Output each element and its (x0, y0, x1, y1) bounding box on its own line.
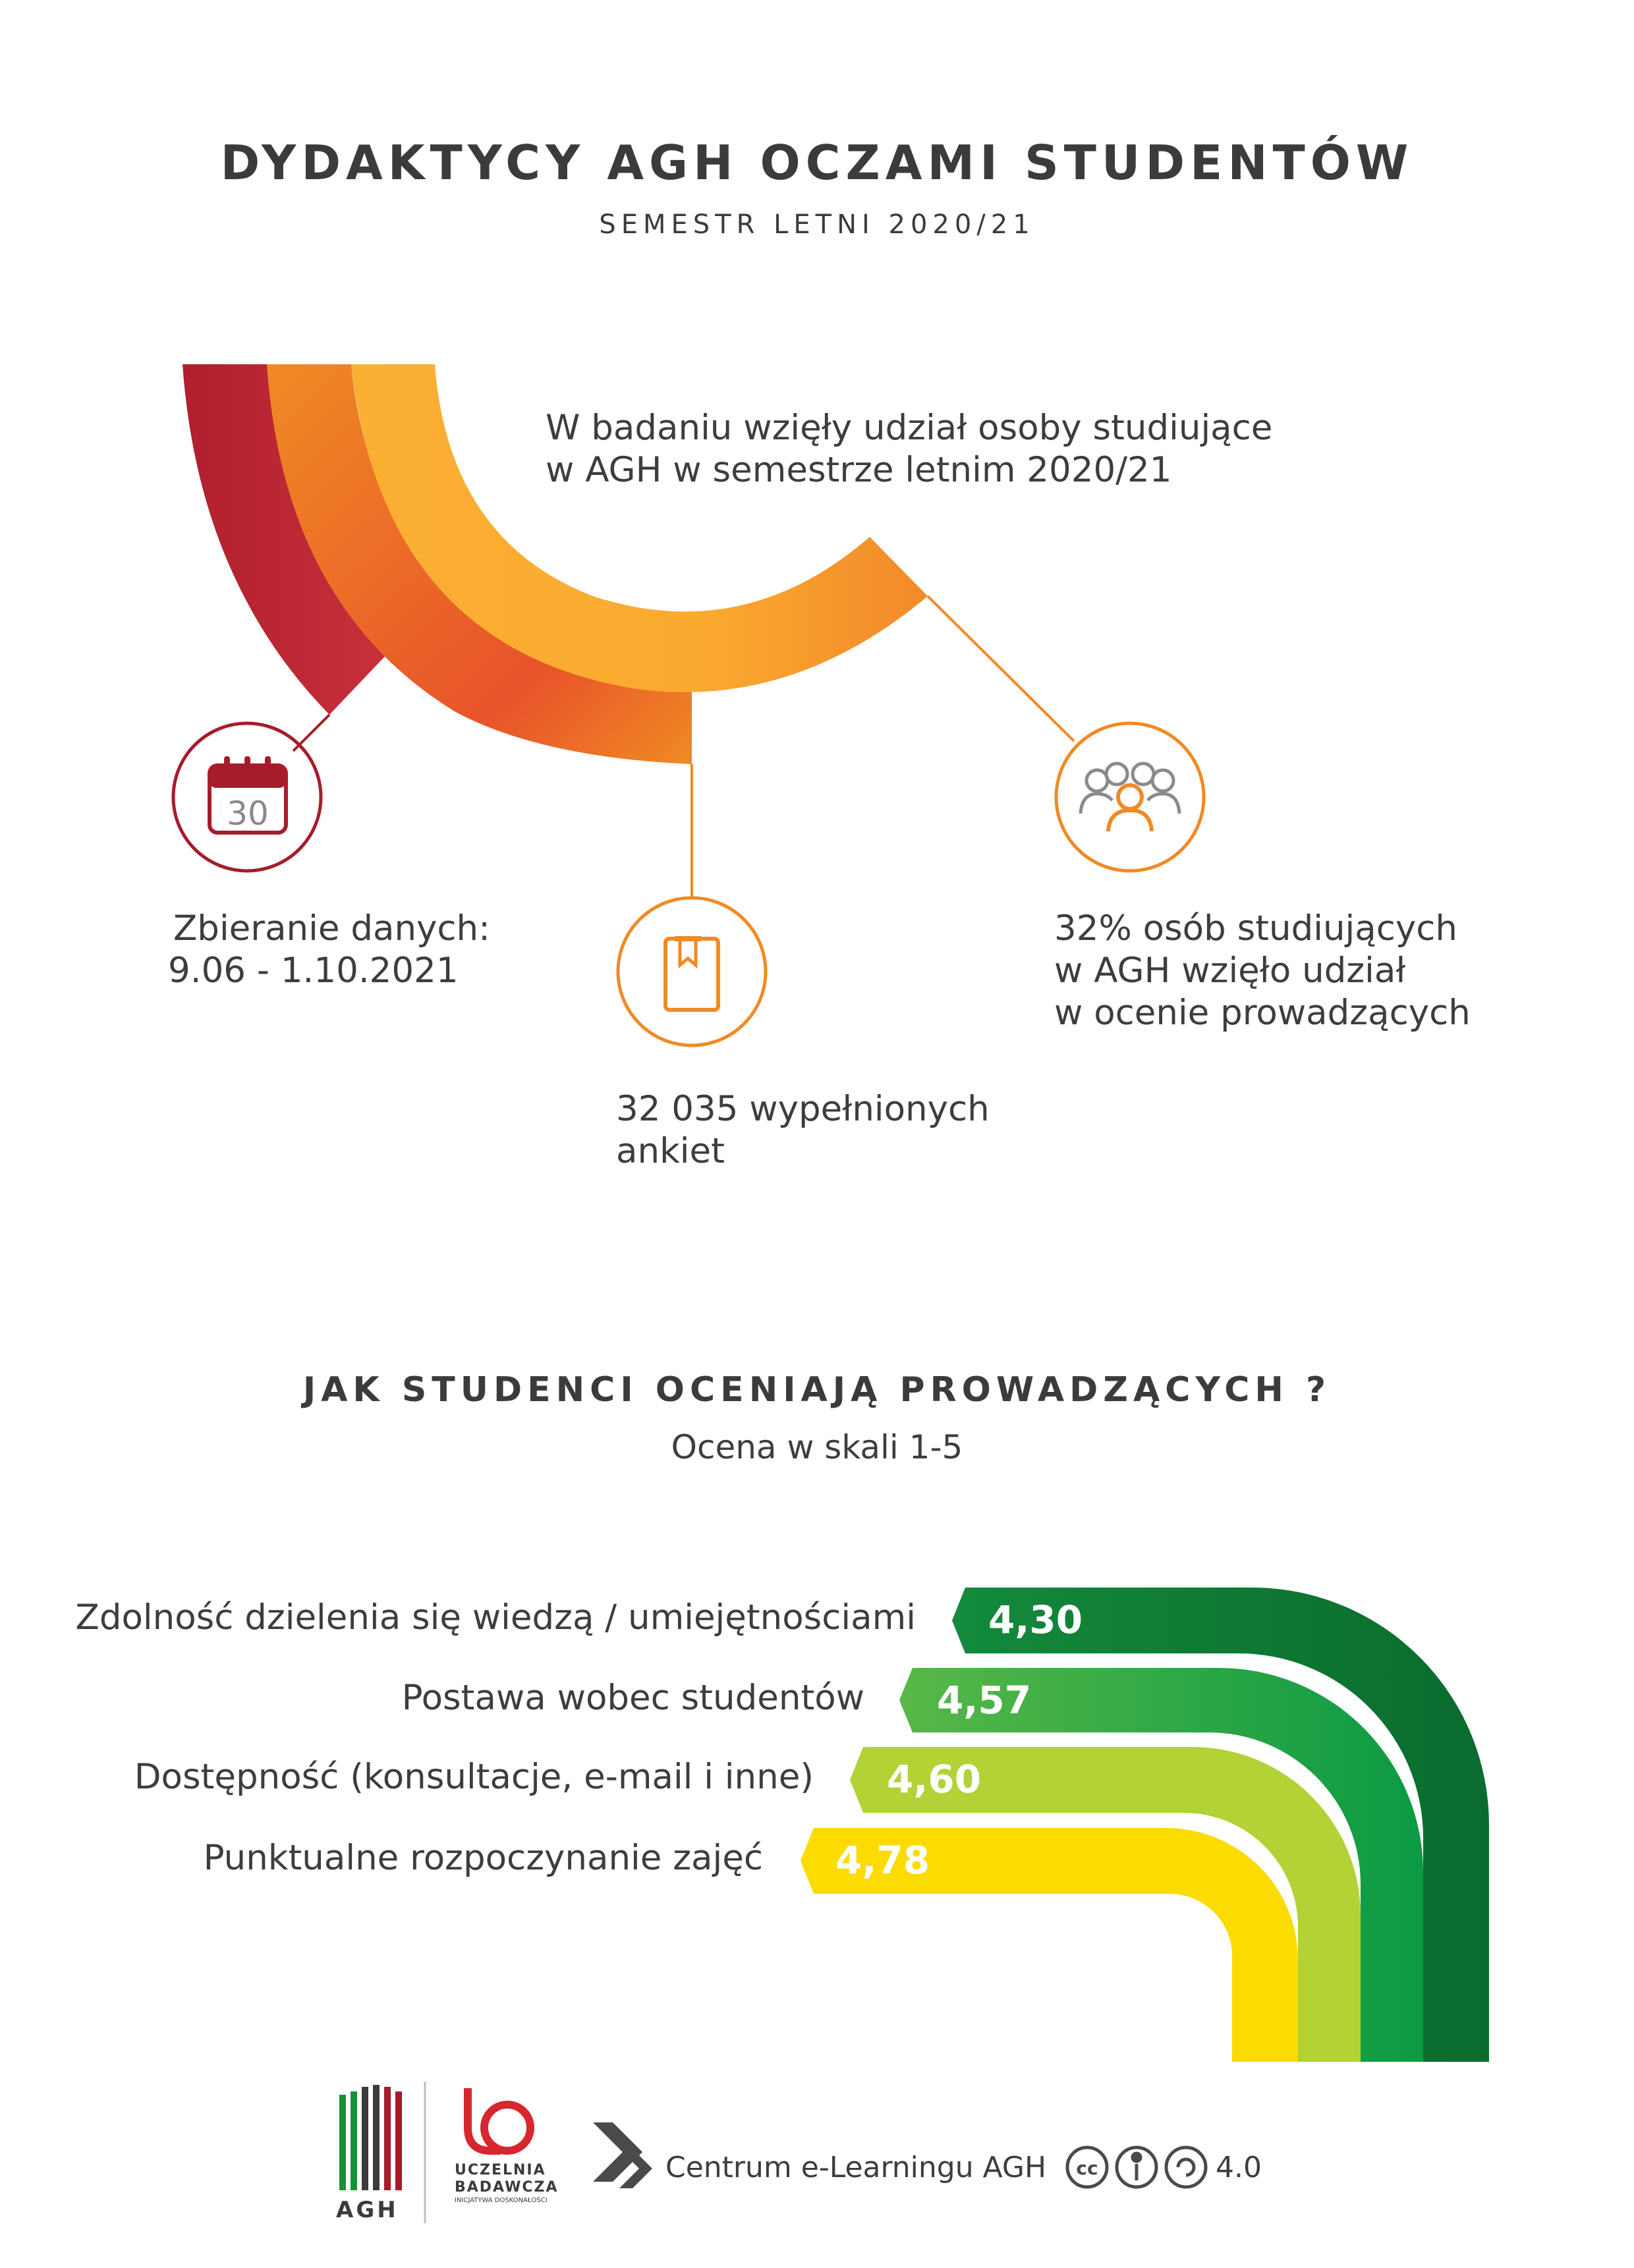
ratings-title: JAK STUDENCI OCENIAJĄ PROWADZĄCYCH ? (302, 1370, 1332, 1410)
participation-text (1054, 908, 1471, 1034)
agh-logo-text: AGH (336, 2197, 399, 2223)
research-university-logo (468, 2088, 530, 2151)
research-line-3: INICJATYWA DOSKONAŁOŚCI (455, 2197, 548, 2204)
calendar-icon (173, 723, 321, 871)
participation-line-1: 32% osób studiujących (1054, 908, 1457, 949)
connector-people (928, 596, 1074, 741)
people-icon (1056, 723, 1204, 871)
page-subtitle: SEMESTR LETNI 2020/21 (599, 209, 1035, 240)
participation-line-3: w ocenie prowadzących (1054, 993, 1471, 1033)
elearning-logo (593, 2122, 652, 2188)
surveys-text (616, 1088, 990, 1173)
collection-line-2: 9.06 - 1.10.2021 (168, 951, 459, 991)
calendar-day: 30 (227, 794, 269, 833)
score-label-4: 4,78 (835, 1838, 930, 1883)
criterion-label-4: Punktualne rozpoczynanie zajęć (203, 1838, 763, 1878)
intro-line-1: W badaniu wzięły udział osoby studiujące (546, 408, 1273, 448)
criterion-label-1: Zdolność dzielenia się wiedzą / umiejętnościami (75, 1597, 916, 1638)
survey-icon (618, 898, 766, 1045)
participation-line-2: w AGH wzięło udział (1054, 951, 1406, 991)
criterion-label-2: Postawa wobec studentów (401, 1678, 864, 1718)
intro-line-2: w AGH w semestrze letnim 2020/21 (546, 450, 1172, 490)
score-label-2: 4,57 (937, 1678, 1032, 1723)
score-label-3: 4,60 (887, 1757, 982, 1802)
ratings-scale-note: Ocena w skali 1-5 (671, 1428, 963, 1466)
surveys-line-1: 32 035 wypełnionych (616, 1089, 990, 1129)
collection-text (168, 908, 490, 992)
research-line-1: UCZELNIA (455, 2162, 546, 2178)
surveys-line-2: ankiet (616, 1131, 725, 1171)
page-title: DYDAKTYCY AGH OCZAMI STUDENTÓW (220, 135, 1414, 190)
research-logo-text (455, 2162, 559, 2205)
criterion-label-3: Dostępność (konsultacje, e-mail i inne) (134, 1757, 814, 1797)
elearning-label: Centrum e-Learningu AGH (665, 2151, 1047, 2184)
cc-icon: cc (1076, 2157, 1098, 2179)
agh-logo (339, 2085, 402, 2190)
score-label-1: 4,30 (988, 1597, 1083, 1642)
research-line-2: BADAWCZA (455, 2179, 559, 2196)
intro-text (546, 407, 1272, 491)
license-version: 4.0 (1216, 2151, 1262, 2184)
collection-line-1: Zbieranie danych: (173, 908, 490, 949)
rating-arcs (801, 1588, 1489, 2062)
